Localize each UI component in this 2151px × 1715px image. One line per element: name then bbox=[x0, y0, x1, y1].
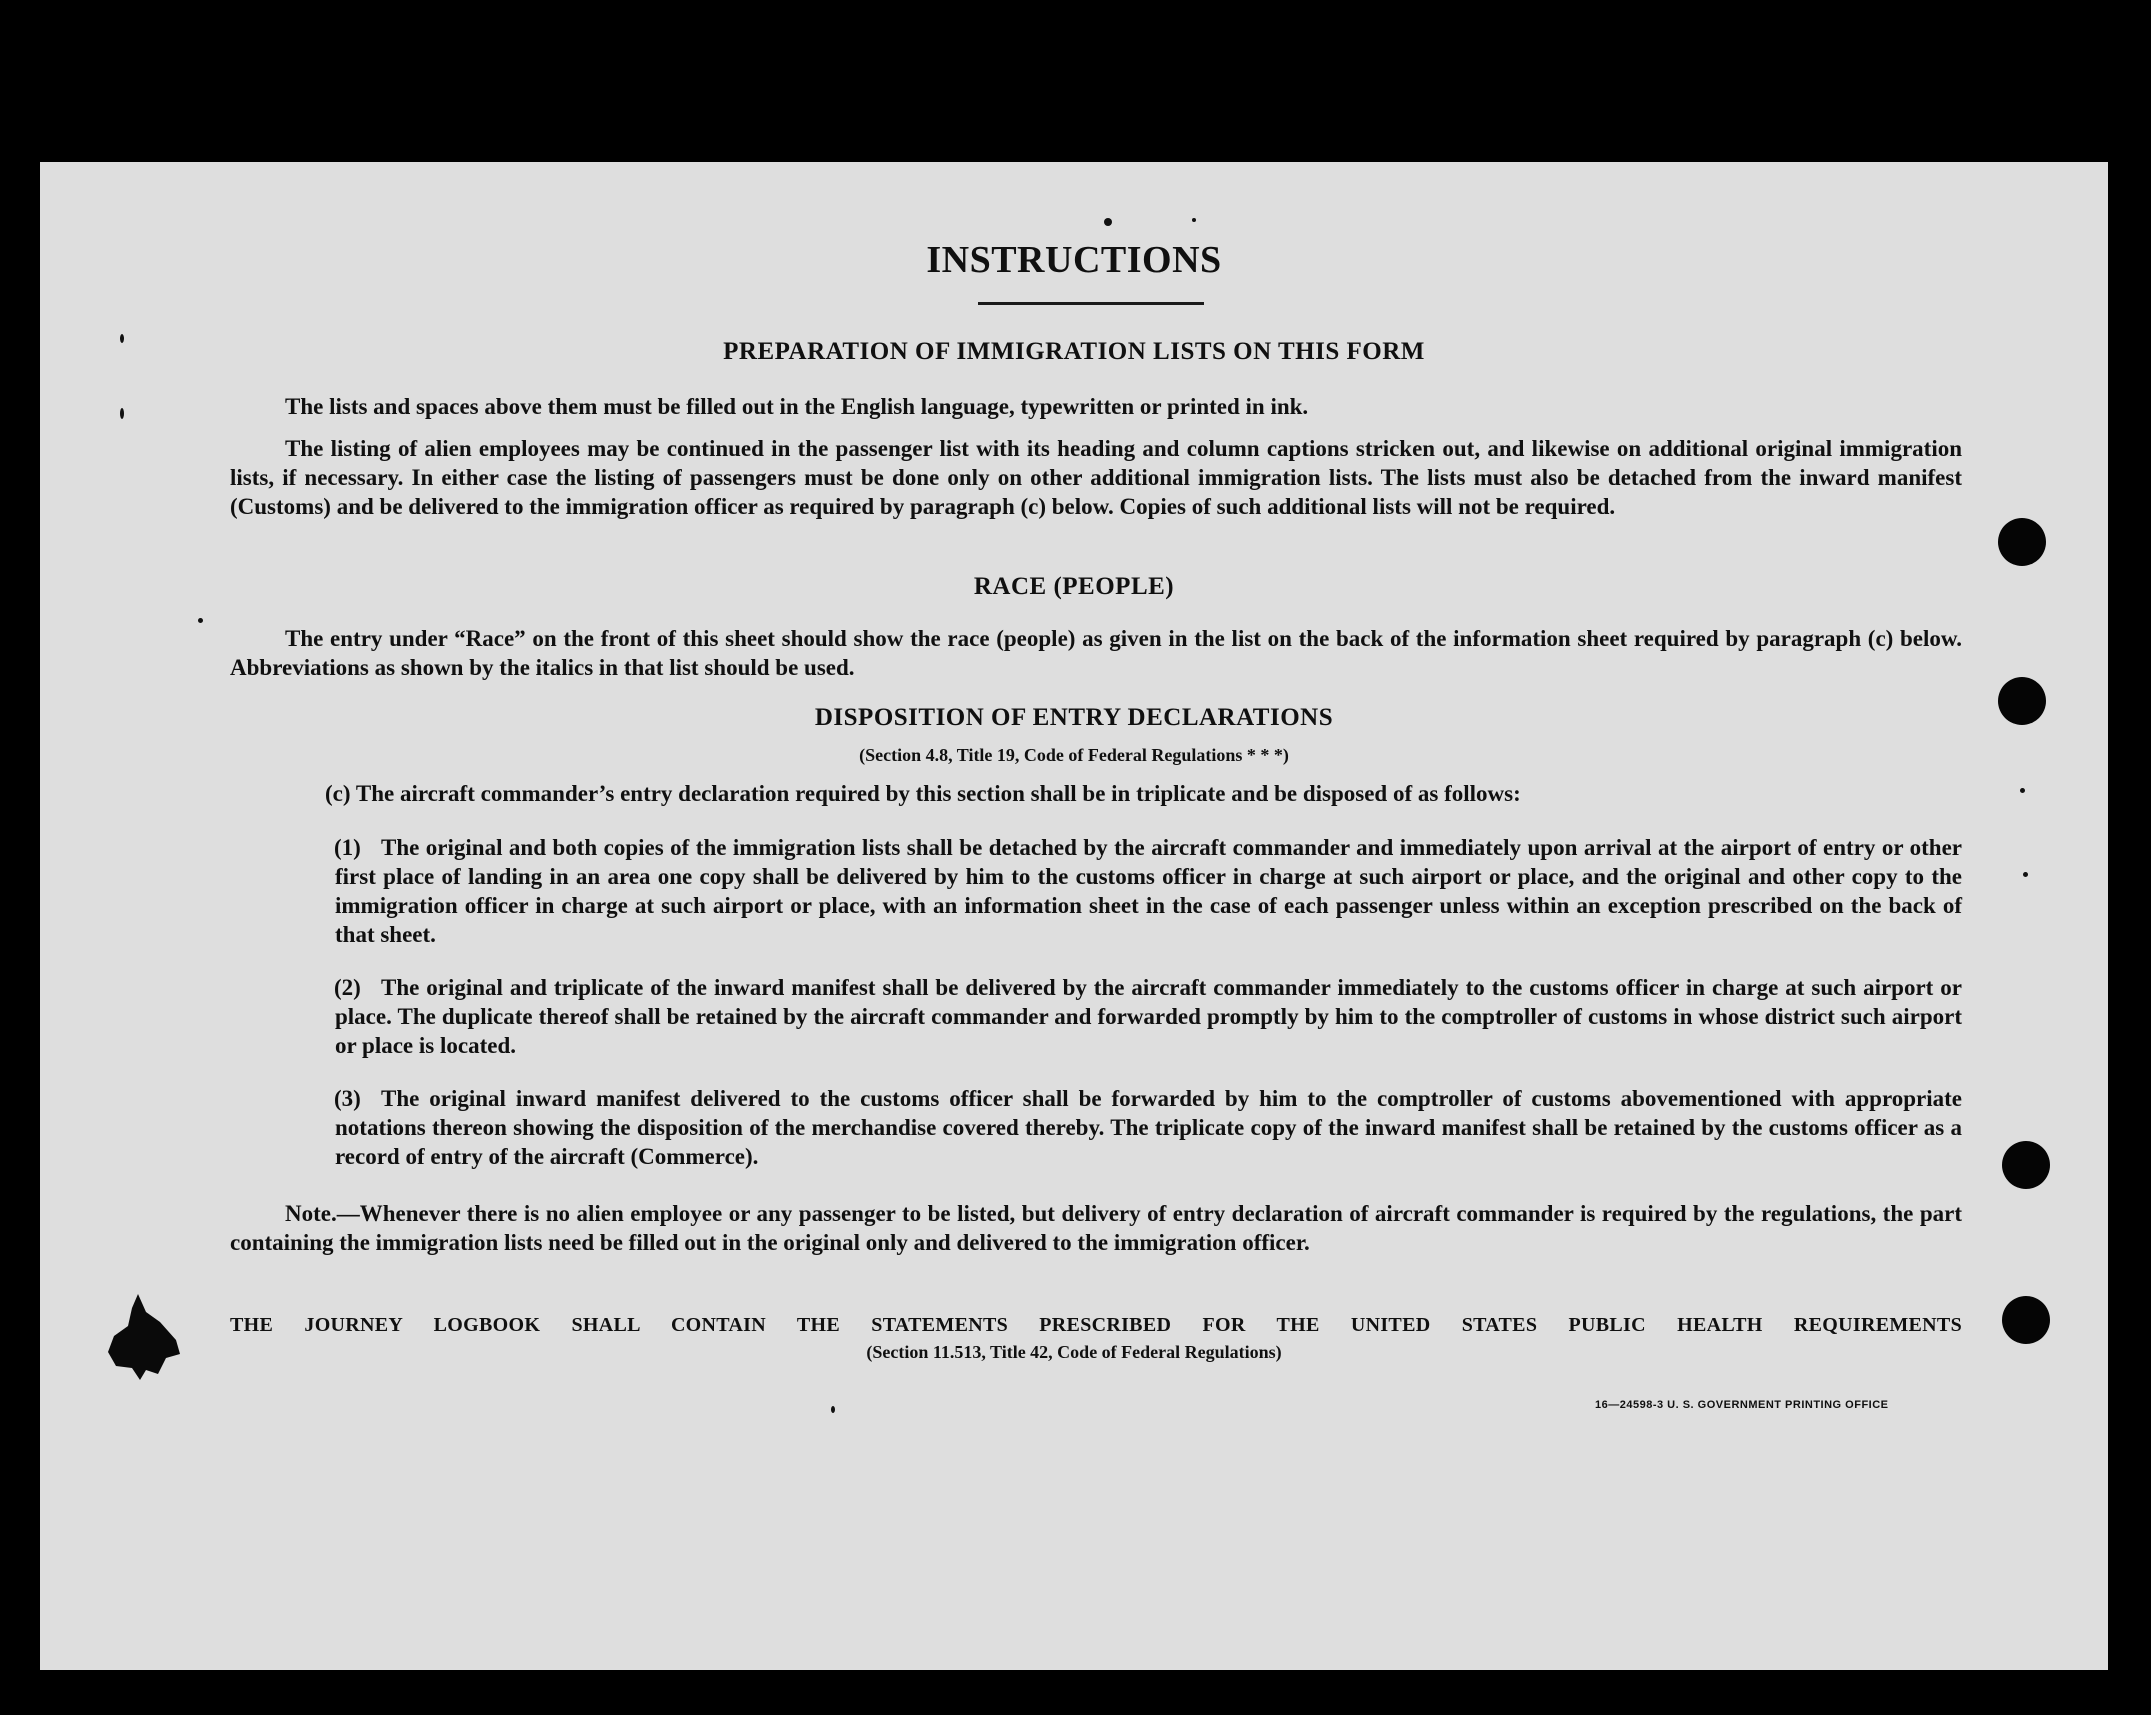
paragraph-english-language: The lists and spaces above them must be filled out in the English language, typewritten or printed in ink. bbox=[285, 394, 1309, 419]
list-item-text: The original inward manifest delivered to the customs officer shall be forwarded by him to the comptroller of customs abovementioned with appropriate notations thereon showing the disposition of the merchandise covered thereby. The triplicate copy of the inward manifest shall be retained by the customs officer as a record of entry of the aircraft (Commerce). bbox=[335, 1086, 1962, 1169]
speck-mark bbox=[120, 334, 124, 343]
list-item-number: (2) bbox=[334, 975, 361, 1000]
speck-mark bbox=[1192, 218, 1196, 222]
printing-office-imprint: 16—24598-3 U. S. GOVERNMENT PRINTING OFFICE bbox=[1595, 1399, 1889, 1411]
speck-mark bbox=[198, 618, 203, 623]
bleed-through-text bbox=[900, 282, 910, 316]
paragraph-race: The entry under “Race” on the front of this sheet should show the race (people) as given in the list on the back of the information sheet required by paragraph (c) below. Abbreviations as shown by the italics in that list should be used. bbox=[230, 626, 1962, 680]
speck-mark bbox=[2020, 788, 2025, 793]
list-item-text: The original and triplicate of the inward manifest shall be delivered by the aircraft commander immediately to the customs officer in charge at such airport or place. The duplicate thereof shall be retained by the aircraft commander and forwarded promptly by him to the comptroller of customs in whose district such airport or place is located. bbox=[335, 975, 1962, 1058]
list-item-2 bbox=[335, 973, 1962, 1060]
document-page bbox=[40, 162, 2108, 1670]
speck-mark bbox=[831, 1406, 835, 1413]
paragraph-note: Note.—Whenever there is no alien employee or any passenger to be listed, but delivery of entry declaration of aircraft commander is required by the regulations, the part containing the immigration lists need be filled out in the original only and delivered to the immigration officer. bbox=[230, 1201, 1962, 1255]
heading-race: RACE (PEOPLE) bbox=[973, 573, 1175, 600]
footer-subheading: (Section 11.513, Title 42, Code of Federal Regulations) bbox=[866, 1342, 1282, 1362]
list-item-3 bbox=[335, 1084, 1962, 1171]
punch-hole bbox=[1998, 677, 2046, 725]
page-title: INSTRUCTIONS bbox=[926, 239, 1222, 281]
ink-blot-mark bbox=[102, 1292, 182, 1382]
speck-mark bbox=[1104, 218, 1112, 226]
paragraph-alien-employees: The listing of alien employees may be continued in the passenger list with its heading and column captions stricken out, and likewise on additional original immigration lists, if necessary. In either case the listing of passengers must be done only on other additional immigration lists. The lists must also be detached from the inward manifest (Customs) and be delivered to the immigration officer as required by paragraph (c) below. Copies of such additional lists will not be required. bbox=[230, 436, 1962, 519]
list-item-1 bbox=[335, 833, 1962, 949]
punch-hole bbox=[1998, 518, 2046, 566]
speck-mark bbox=[120, 408, 124, 419]
title-underline bbox=[978, 302, 1204, 305]
list-item-number: (1) bbox=[334, 835, 361, 860]
speck-mark bbox=[2023, 872, 2028, 877]
subheading-disposition: (Section 4.8, Title 19, Code of Federal Regulations * * *) bbox=[859, 745, 1289, 765]
punch-hole bbox=[2002, 1296, 2050, 1344]
list-item-text: The original and both copies of the immigration lists shall be detached by the aircraft commander and immediately upon arrival at the airport of entry or other first place of landing in an area one copy shall be delivered by him to the customs officer in charge at such airport or place, and the original and other copy to the immigration officer in charge at such airport or place, with an information sheet in the case of each passenger unless within an exception prescribed on the back of that sheet. bbox=[335, 835, 1962, 947]
heading-disposition: DISPOSITION OF ENTRY DECLARATIONS bbox=[814, 704, 1334, 731]
heading-preparation: PREPARATION OF IMMIGRATION LISTS ON THIS FORM bbox=[723, 338, 1425, 365]
footer-heading: THE JOURNEY LOGBOOK SHALL CONTAIN THE STATEMENTS PRESCRIBED FOR THE UNITED STATES PUBLIC HEALTH REQUIREMENTS bbox=[230, 1314, 1962, 1336]
list-item-number: (3) bbox=[334, 1086, 361, 1111]
punch-hole bbox=[2002, 1141, 2050, 1189]
paragraph-c-intro: (c) The aircraft commander’s entry declaration required by this section shall be in triplicate and be disposed of as follows: bbox=[325, 781, 1521, 806]
